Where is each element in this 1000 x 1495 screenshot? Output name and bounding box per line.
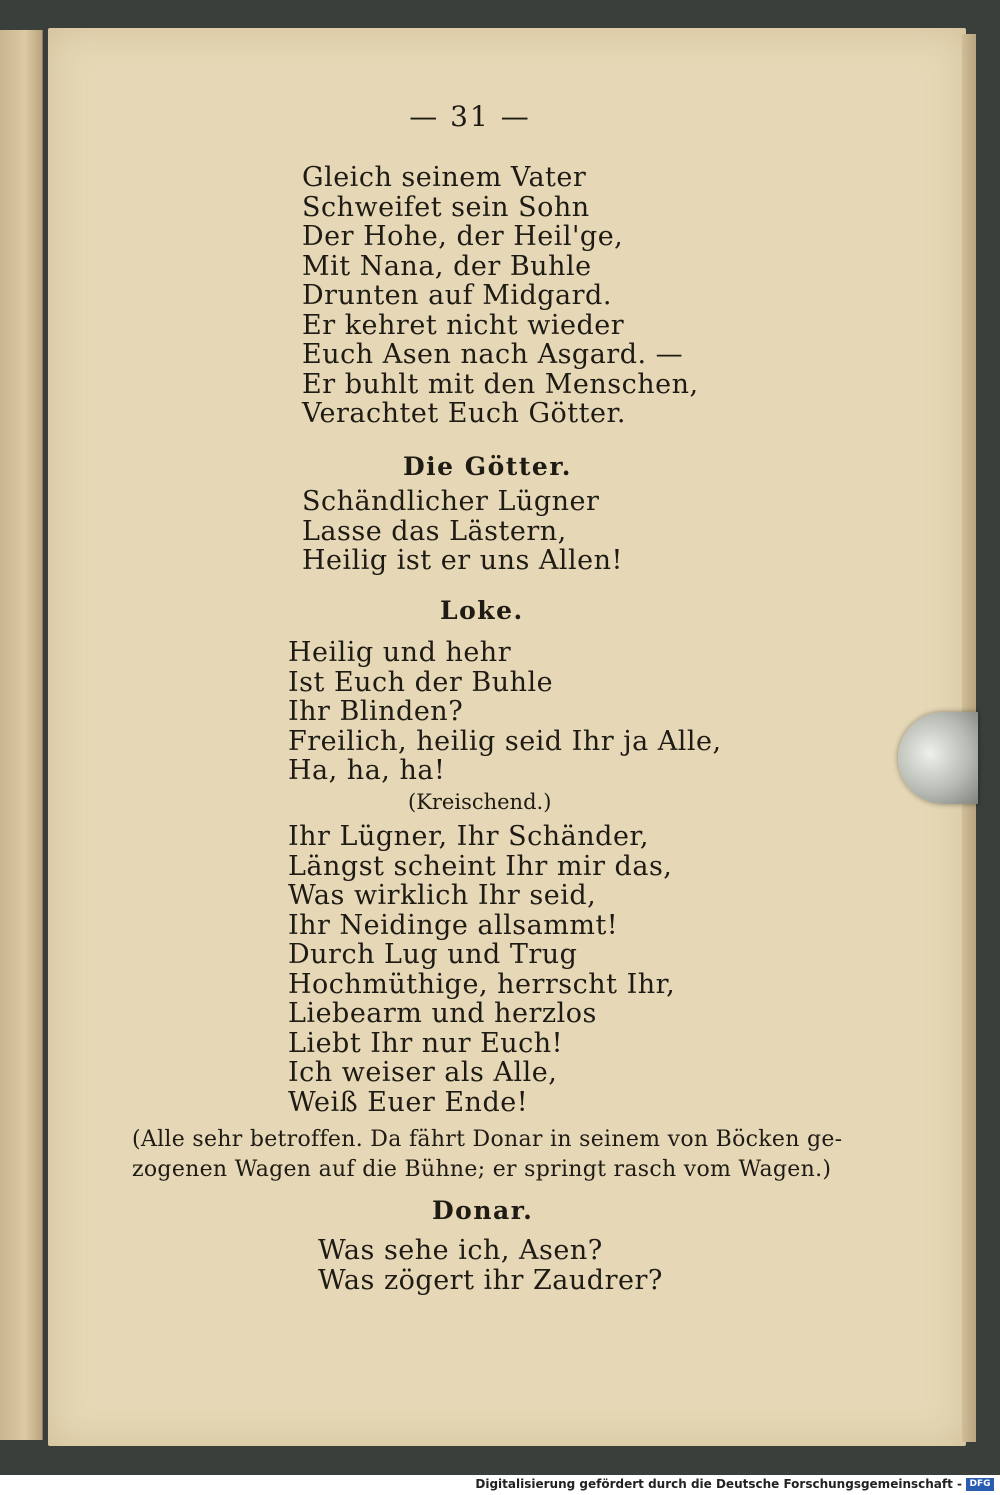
stage-direction-kreischend: (Kreischend.) xyxy=(408,790,552,814)
verse-block-2 xyxy=(302,487,623,576)
footer-credit: Digitalisierung gefördert durch die Deutsche Forschungsgemeinschaft - xyxy=(475,1477,962,1491)
dfg-logo: DFG xyxy=(966,1478,994,1491)
verse-line: Was sehe ich, Asen? xyxy=(318,1235,603,1266)
verse-line: Schändlicher Lügner xyxy=(302,486,600,517)
verse-line: Ihr Blinden? xyxy=(288,696,464,727)
verse-line: Lasse das Lästern, xyxy=(302,515,567,547)
verse-line: Heilig und hehr xyxy=(288,637,512,668)
verse-block-4 xyxy=(288,822,675,1117)
speaker-heading-gods: Die Götter. xyxy=(403,452,572,481)
verse-line: Hochmüthige, herrscht Ihr, xyxy=(288,968,676,1000)
footer-bar xyxy=(0,1475,1000,1495)
stage-direction-block xyxy=(132,1125,842,1185)
verse-line: Ihr Lügner, Ihr Schänder, xyxy=(288,821,649,852)
verse-line: Liebt Ihr nur Euch! xyxy=(288,1027,564,1059)
verse-line: Weiß Euer Ende! xyxy=(288,1086,529,1118)
previous-page-edge xyxy=(0,30,43,1440)
verse-line: Er buhlt mit den Menschen, xyxy=(302,368,699,400)
verse-line: Er kehret nicht wieder xyxy=(302,309,625,341)
verse-line: Längst scheint Ihr mir das, xyxy=(288,850,673,882)
verse-line: Mit Nana, der Buhle xyxy=(302,250,592,282)
verse-line: Drunten auf Midgard. xyxy=(302,280,612,311)
verse-line: Freilich, heilig seid Ihr ja Alle, xyxy=(288,725,722,757)
speaker-heading-loke: Loke. xyxy=(440,596,524,625)
stage-direction-line: (Alle sehr betroffen. Da fährt Donar in seinem von Böcken ge- xyxy=(132,1127,843,1152)
verse-line: Verachtet Euch Götter. xyxy=(302,398,626,429)
verse-block-1 xyxy=(302,163,699,429)
verse-line: Ist Euch der Buhle xyxy=(288,666,554,698)
stage-direction-line: zogenen Wagen auf die Bühne; er springt rasch vom Wagen.) xyxy=(132,1157,832,1182)
verse-line: Euch Asen nach Asgard. — xyxy=(302,339,684,370)
verse-line: Gleich seinem Vater xyxy=(302,162,587,193)
verse-line: Ich weiser als Alle, xyxy=(288,1057,558,1088)
verse-line: Ihr Neidinge allsammt! xyxy=(288,909,619,941)
speaker-heading-donar: Donar. xyxy=(432,1196,534,1225)
verse-line: Durch Lug und Trug xyxy=(288,939,578,970)
verse-line: Was zögert ihr Zaudrer? xyxy=(318,1264,663,1296)
verse-line: Der Hohe, der Heil'ge, xyxy=(302,221,624,252)
verse-line: Ha, ha, ha! xyxy=(288,755,446,786)
verse-line: Liebearm und herzlos xyxy=(288,998,597,1029)
page-number: — 31 — xyxy=(409,100,531,133)
verse-block-3 xyxy=(288,638,722,786)
verse-line: Schweifet sein Sohn xyxy=(302,191,590,223)
verse-block-5 xyxy=(318,1236,663,1295)
verse-line: Heilig ist er uns Allen! xyxy=(302,545,623,576)
verse-line: Was wirklich Ihr seid, xyxy=(288,880,597,911)
